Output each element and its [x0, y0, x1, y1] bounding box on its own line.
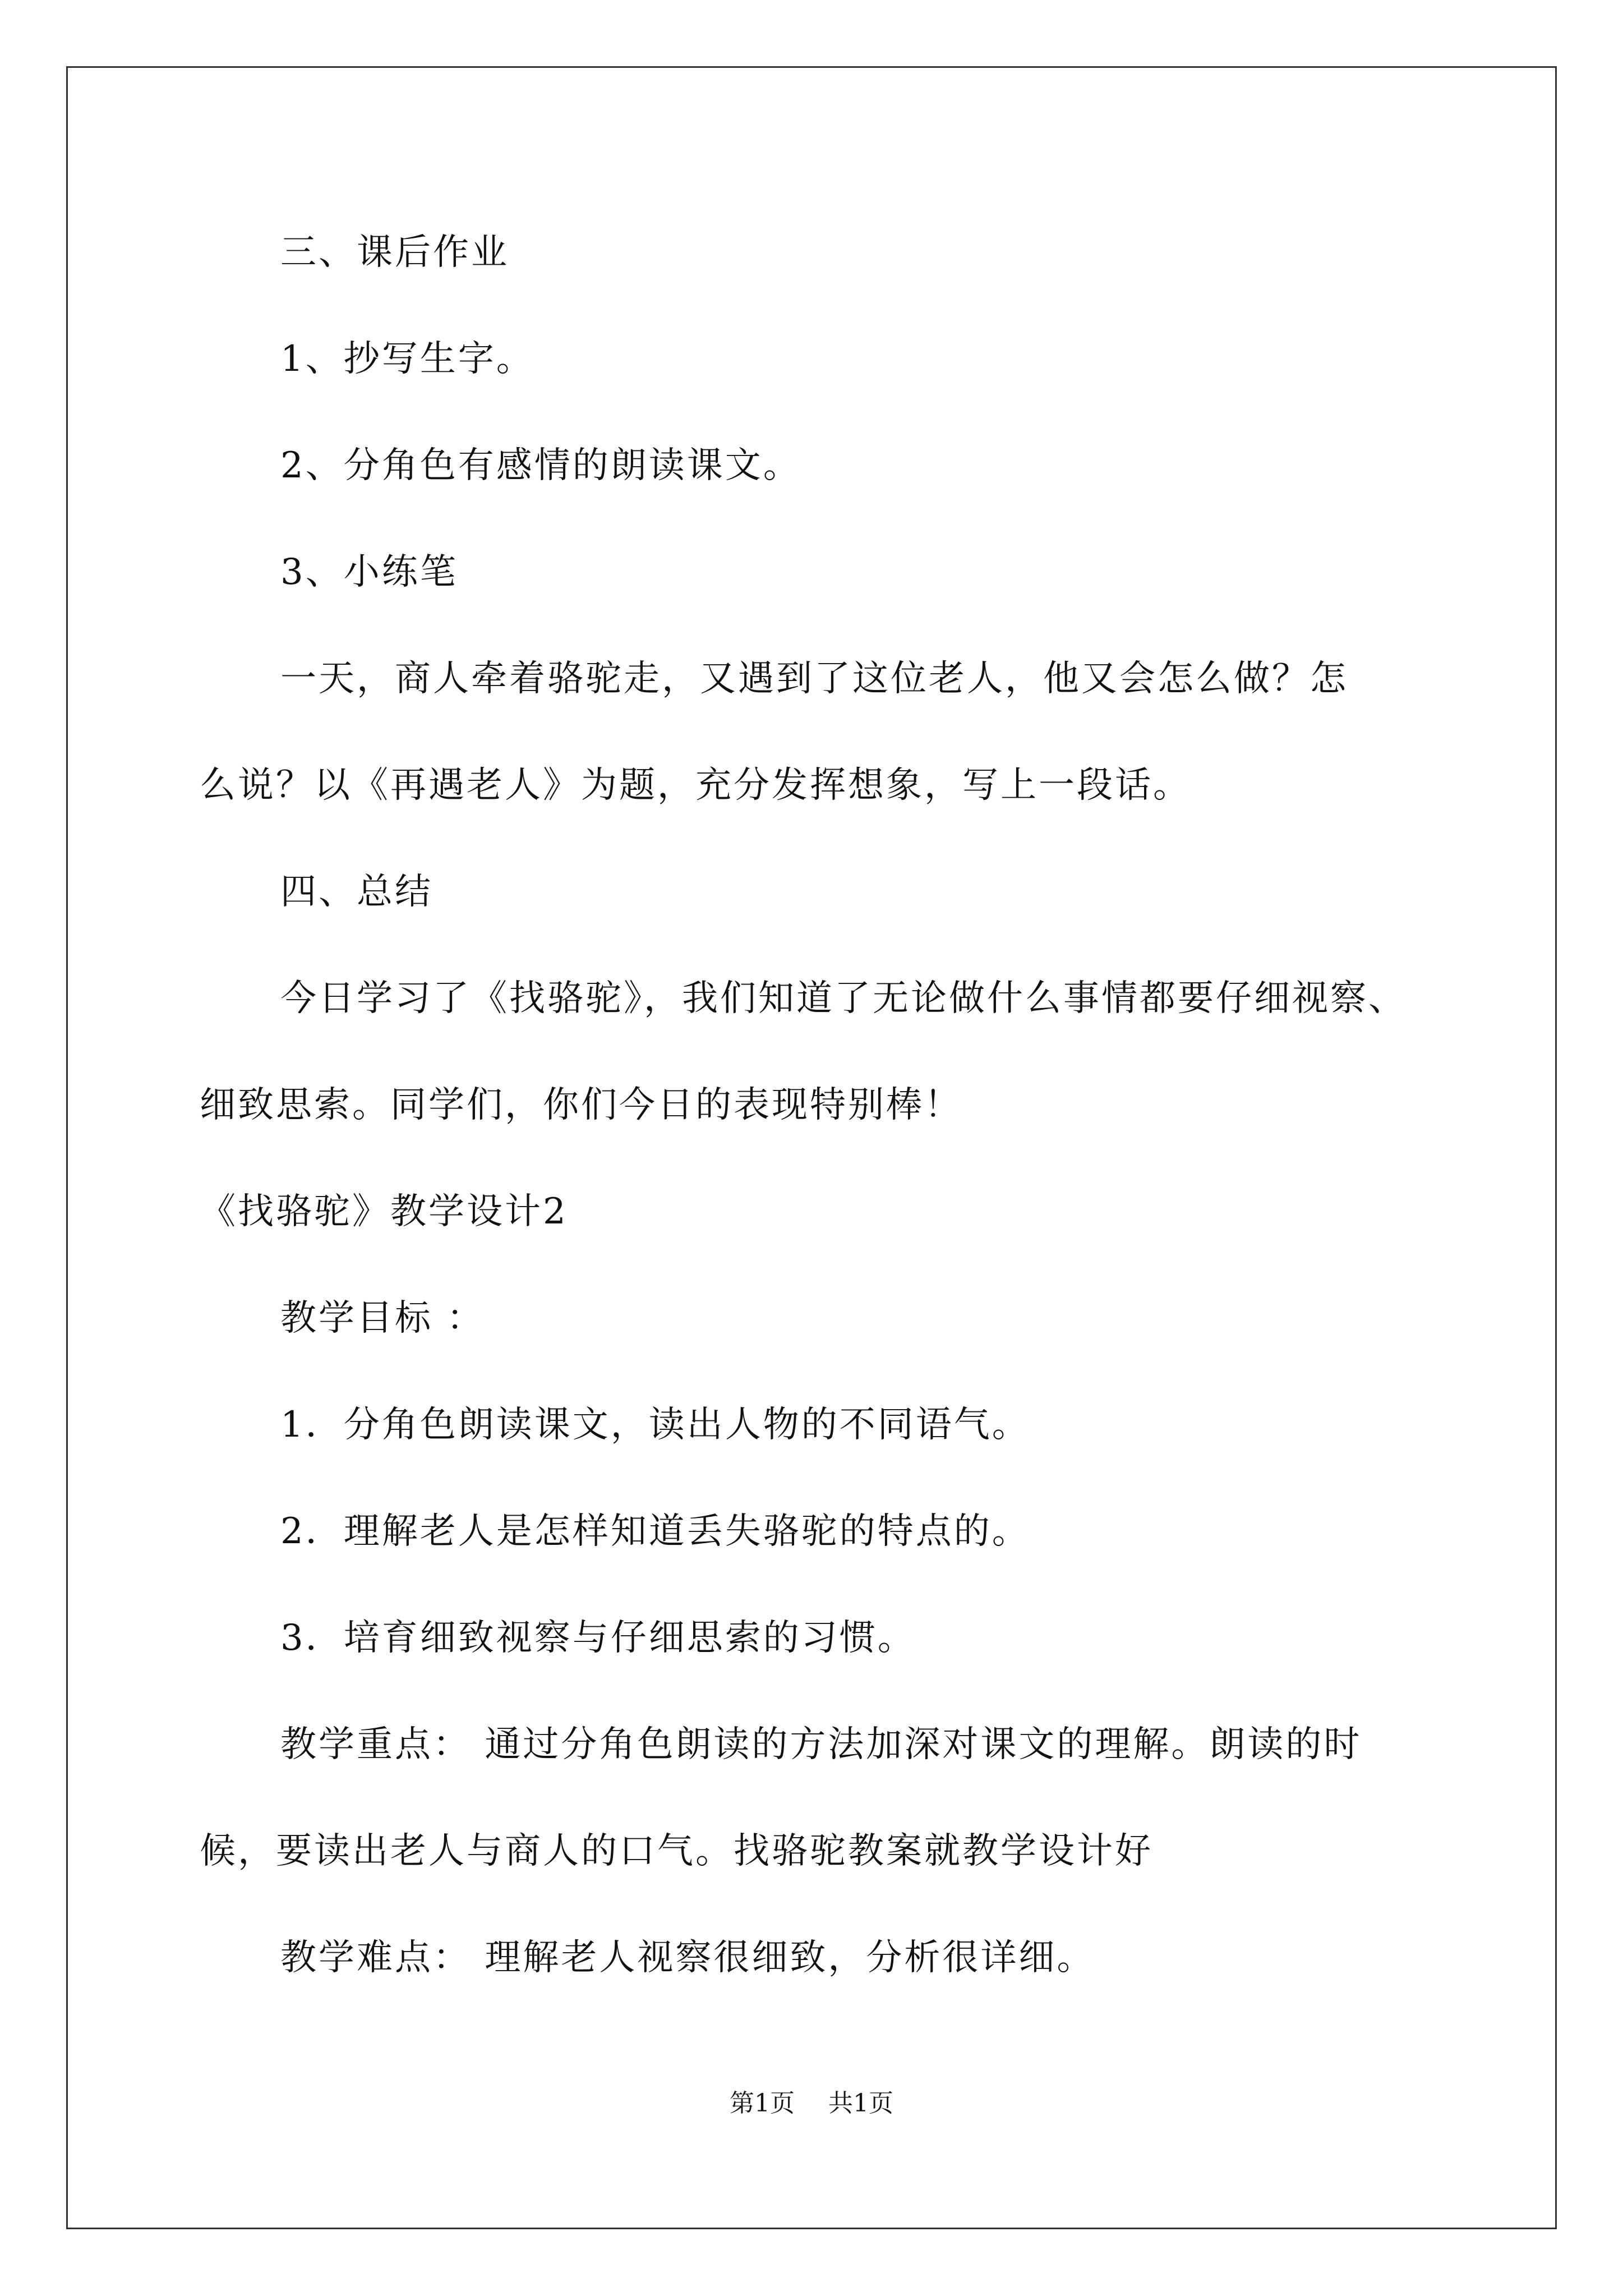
paragraph-line: 一天，商人牵着骆驼走，又遇到了这位老人，他又会怎么做？怎 [280, 658, 1348, 700]
goal-item-2: 2．理解老人是怎样知道丢失骆驼的特点的。 [280, 1511, 1030, 1552]
goal-item-3: 3．培育细致视察与仔细思索的习惯。 [280, 1617, 916, 1659]
goal-item-1: 1．分角色朗读课文，读出人物的不同语气。 [280, 1404, 1030, 1446]
homework-item-2: 2、分角色有感情的朗读课文。 [280, 445, 801, 486]
paragraph-line: 细致思索。同学们，你们今日的表现特别棒！ [200, 1084, 962, 1126]
page-number: 第1页 [730, 2089, 795, 2118]
section-heading-summary: 四、总结 [280, 871, 433, 913]
paragraph-line: 么说？以《再遇老人》为题，充分发挥想象，写上一段话。 [200, 765, 1191, 806]
teaching-difficulty: 教学难点： 理解老人视察很细致，分析很详细。 [280, 1937, 1095, 1978]
paragraph-line: 今日学习了《找骆驼》，我们知道了无论做什么事情都要仔细视察、 [280, 978, 1407, 1019]
page-frame [66, 66, 1557, 2229]
teaching-focus: 教学重点： 通过分角色朗读的方法加深对课文的理解。朗读的时 [280, 1724, 1362, 1765]
homework-item-1: 1、抄写生字。 [280, 338, 534, 380]
document-title: 《找骆驼》教学设计2 [200, 1191, 568, 1232]
section-heading-homework: 三、课后作业 [280, 232, 509, 273]
heading-teaching-goals: 教学目标 ： [280, 1297, 485, 1339]
page-footer [0, 2087, 1623, 2120]
homework-item-3: 3、小练笔 [280, 551, 458, 593]
paragraph-line: 候，要读出老人与商人的口气。找骆驼教案就教学设计好 [200, 1830, 1153, 1872]
page-total: 共1页 [828, 2089, 893, 2118]
